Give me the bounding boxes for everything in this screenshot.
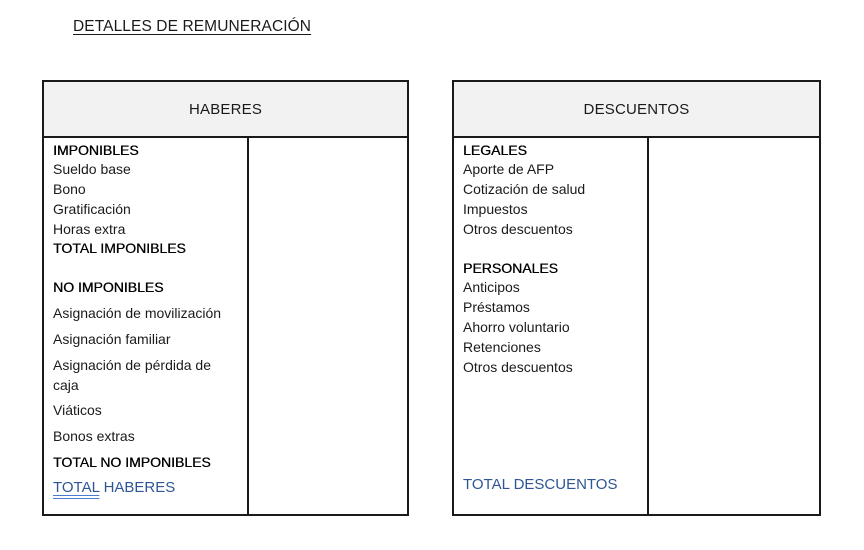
list-item: Asignación de movilización — [53, 305, 222, 321]
list-item: Horas extra — [53, 221, 126, 237]
list-item: Cotización de salud — [463, 181, 586, 197]
list-item: Préstamos — [463, 299, 530, 315]
total-haberes-word-haberes: HABERES — [103, 479, 176, 496]
total-imponibles-label: TOTAL IMPONIBLES — [53, 240, 186, 256]
no-imponibles-heading: NO IMPONIBLES — [53, 279, 164, 295]
list-item: Otros descuentos — [463, 221, 573, 237]
list-item: Asignación de pérdida de caja — [53, 357, 212, 393]
document-title: DETALLES DE REMUNERACIÓN — [73, 18, 312, 35]
haberes-column-divider — [247, 138, 249, 514]
list-item: Ahorro voluntario — [463, 319, 570, 335]
list-item: Anticipos — [463, 279, 520, 295]
descuentos-panel — [452, 80, 821, 516]
list-item: Impuestos — [463, 201, 528, 217]
list-item: Bono — [53, 181, 86, 197]
total-no-imponibles-label: TOTAL NO IMPONIBLES — [53, 454, 211, 470]
descuentos-header: DESCUENTOS — [454, 82, 819, 138]
total-haberes-label — [53, 479, 175, 497]
list-item: Otros descuentos — [463, 359, 573, 375]
list-item: Sueldo base — [53, 161, 131, 177]
haberes-header: HABERES — [44, 82, 407, 138]
descuentos-column-divider — [647, 138, 649, 514]
list-item: Viáticos — [53, 402, 102, 418]
imponibles-heading: IMPONIBLES — [53, 142, 139, 158]
list-item: Bonos extras — [53, 428, 135, 444]
legales-heading: LEGALES — [463, 142, 527, 158]
list-item: Aporte de AFP — [463, 161, 555, 177]
total-descuentos-label: TOTAL DESCUENTOS — [463, 476, 618, 493]
personales-heading: PERSONALES — [463, 260, 558, 276]
list-item: Retenciones — [463, 339, 541, 355]
list-item: Asignación familiar — [53, 331, 171, 347]
haberes-panel — [42, 80, 409, 516]
list-item: Gratificación — [53, 201, 131, 217]
total-haberes-word-total: TOTAL — [53, 479, 100, 496]
